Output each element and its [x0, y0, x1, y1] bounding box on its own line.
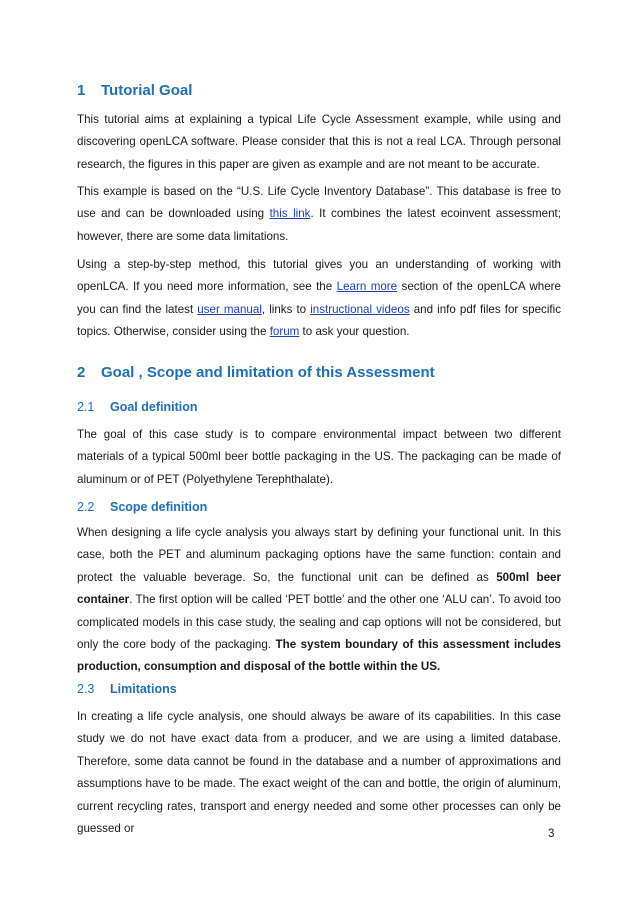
subsection-title: Goal definition: [110, 400, 198, 414]
text-span: and info pdf files for specific topics. Otherwise, consider using the: [77, 302, 561, 339]
paragraph: This tutorial aims at explaining a typical Life Cycle Assessment example, while using and discovering openLCA software. Please consider that this is not a real LCA. Through personal research, the figures in this paper are given as example and are not meant to be accurate.: [77, 113, 561, 171]
section-title: Goal , Scope and limitation of this Assessment: [101, 364, 435, 381]
paragraph: [77, 254, 561, 344]
learn-more-link[interactable]: Learn more: [336, 280, 398, 294]
text-span: , links to: [261, 302, 311, 316]
subsection-title: Scope definition: [110, 500, 208, 514]
text-span: When designing a life cycle analysis you always start by defining your functional unit. In this case, both the PET and aluminum packaging options have the same function: contain and protect the valuable beverage. So, the functional unit can be defined as: [77, 526, 561, 584]
paragraph: The goal of this case study is to compare environmental impact between two different materials of a typical 500ml beer bottle packaging in the US. The packaging can be made of aluminum or of PET (Polyethylene Terephthalate).: [77, 428, 561, 486]
forum-link[interactable]: forum: [269, 325, 300, 339]
paragraph: In creating a life cycle analysis, one should always be aware of its capabilities. In this case study we do not have exact data from a producer, and we are using a limited database. Therefore, some data cannot be found in the database and a number of approximations and assumptions have to be made. The exact weight of the can and bottle, the origin of aluminum, current recycling rates, transport and energy needed and some other processes can only be guessed or: [77, 710, 561, 836]
subsection-number: 2.1: [77, 400, 95, 414]
page-number: 3: [548, 828, 555, 840]
subsection-number: 2.3: [77, 682, 95, 696]
text-span: This example is based on the “U.S. Life Cycle Inventory Database”. This database is free to use and can be downloaded using: [77, 185, 561, 221]
subsection-number: 2.2: [77, 500, 95, 514]
subsection-2-2-heading: [77, 500, 207, 514]
text-span: . The first option will be called ‘PET bottle’ and the other one ‘ALU can’. To avoid too complicated models in this case study, the sealing and cap options will not be considered, but only the core body of the packaging.: [77, 593, 561, 652]
paragraph: [77, 522, 561, 679]
subsection-2-3-heading: [77, 682, 177, 696]
instructional-videos-link[interactable]: instructional videos: [310, 302, 410, 316]
section-number: 2: [77, 364, 86, 381]
system-boundary-bold: The system boundary of this assessment includes production, consumption and disposal of the bottle within the US.: [77, 638, 561, 674]
user-manual-link[interactable]: user manual: [197, 302, 262, 316]
text-span: to ask your question.: [299, 325, 410, 339]
text-span: Using a step-by-step method, this tutorial gives you an understanding of working with openLCA. If you need more information, see the: [77, 258, 561, 294]
text-span: section of the openLCA where you can find the latest: [77, 280, 561, 316]
subsection-title: Limitations: [110, 682, 177, 696]
section-1-heading: [77, 82, 192, 99]
subsection-2-1-heading: [77, 400, 198, 414]
paragraph: [77, 181, 561, 248]
section-2-heading: [77, 364, 435, 381]
section-number: 1: [77, 82, 86, 99]
functional-unit-bold: 500ml beer container: [77, 570, 561, 607]
this-link[interactable]: this link: [269, 207, 311, 221]
section-title: Tutorial Goal: [101, 82, 193, 99]
text-span: . It combines the latest ecoinvent assessment; however, there are some data limitations.: [77, 207, 561, 243]
